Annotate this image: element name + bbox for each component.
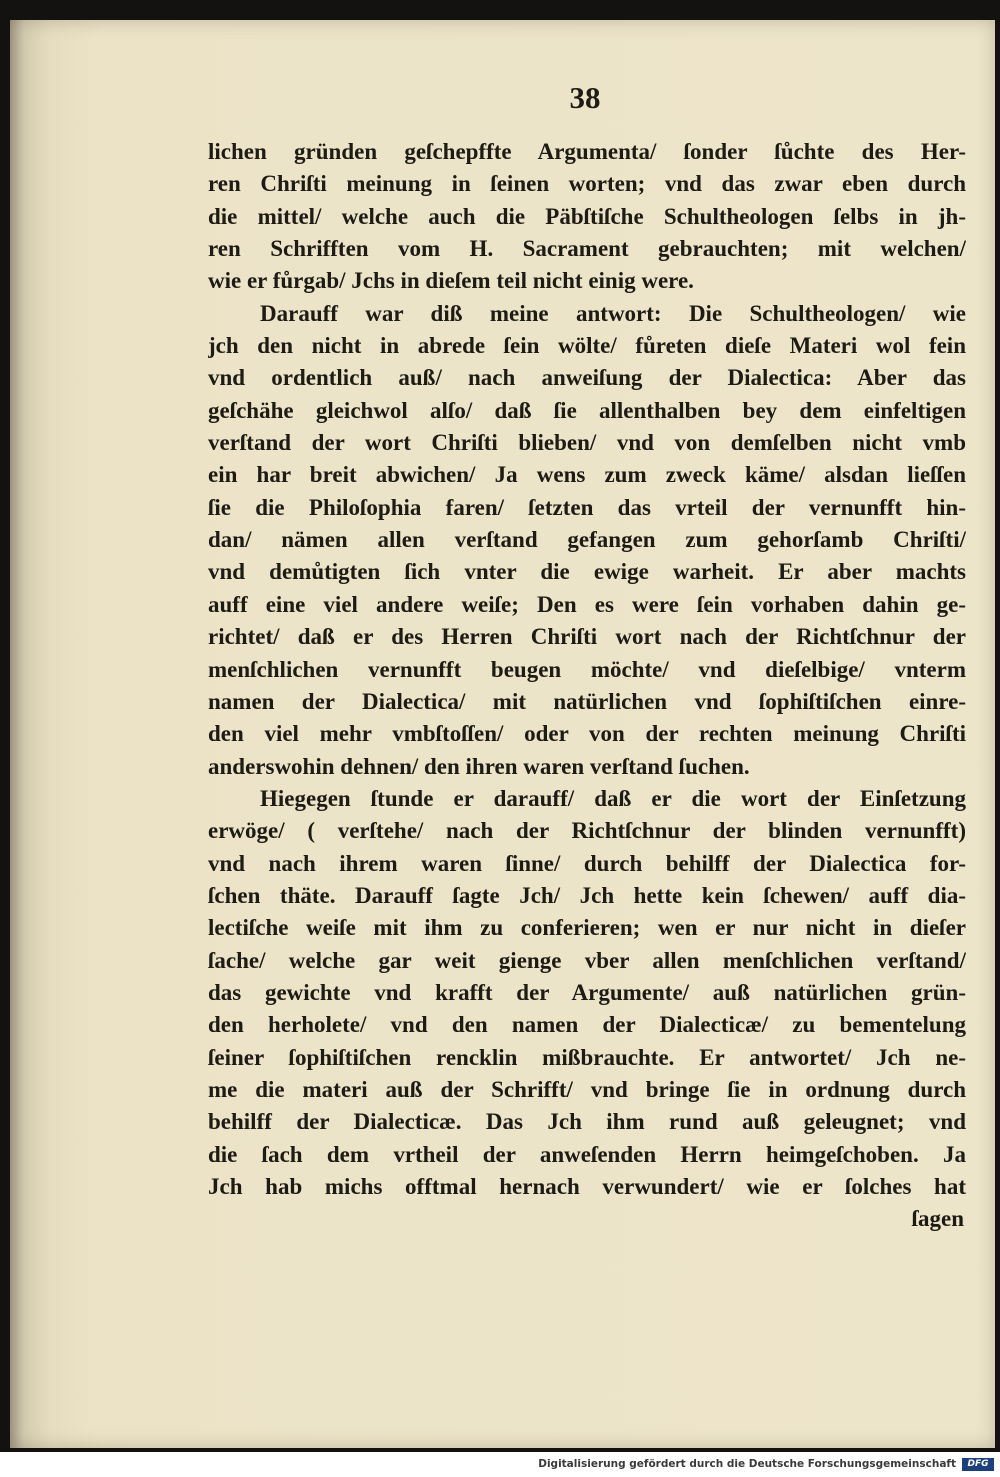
text-line: me die materi auß der Schrifft/ vnd bringe ſie in ordnung durch [208, 1076, 966, 1102]
text-line: erwöge/ ( verſtehe/ nach der Richtſchnur der blinden vernunfft) [208, 818, 966, 844]
text-line: behilff der Dialecticæ. Das Jch ihm rund auß geleugnet; vnd [208, 1109, 966, 1135]
text-line: ſchen thäte. Darauff ſagte Jch/ Jch hette kein ſchewen/ auff dia- [208, 882, 966, 908]
funding-credit: Digitalisierung gefördert durch die Deutsche Forschungsgemeinschaft [538, 1458, 956, 1470]
text-line: auff eine viel andere weiſe; Den es were ſein vorhaben dahin ge- [208, 591, 966, 617]
text-line: ein har breit abwichen/ Ja wens zum zweck käme/ alsdan lieſſen [208, 462, 966, 488]
text-line: den viel mehr vmbſtoſſen/ oder von der rechten meinung Chriſti [208, 721, 966, 747]
text-line: ſie die Philoſophia faren/ ſetzten das vrteil der vernunfft hin- [208, 494, 966, 520]
text-line: vnd nach ihrem waren ſinne/ durch behilff der Dialectica for- [208, 850, 966, 876]
text-line: Jch hab michs offtmal hernach verwundert/ wie er ſolches hat [208, 1174, 966, 1199]
text-line: richtet/ daß er des Herren Chriſti wort nach der Richtſchnur der [208, 624, 966, 650]
text-line: anderswohin dehnen/ den ihren waren verſtand ſuchen. [208, 753, 750, 779]
dfg-logo: DFG [962, 1458, 994, 1471]
text-line: wie er fůrgab/ Jchs in dieſem teil nicht einig were. [208, 268, 694, 294]
text-line: die mittel/ welche auch die Päbſtiſche Schultheologen ſelbs in jh- [208, 203, 966, 229]
text-line: dan/ nämen allen verſtand gefangen zum gehorſamb Chriſti/ [208, 527, 966, 553]
text-line: lectiſche weiſe mit ihm zu conferieren; wen er nur nicht in dieſer [208, 915, 966, 941]
text-line: Hiegegen ſtunde er darauff/ daß er die wort der Einſetzung [260, 785, 966, 811]
text-line: ren Chriſti meinung in ſeinen worten; vnd das zwar eben durch [208, 171, 966, 197]
text-line: ſeiner ſophiſtiſchen rencklin mißbrauchte. Er antwortet/ Jch ne- [208, 1044, 966, 1070]
text-line: das gewichte vnd krafft der Argumente/ auß natürlichen grün- [208, 979, 966, 1005]
text-line: menſchlichen vernunfft beugen möchte/ vnd dieſelbige/ vnterm [208, 656, 966, 682]
text-line: ren Schrifften vom H. Sacrament gebrauchten; mit welchen/ [208, 236, 966, 262]
page-body-text [208, 136, 966, 1236]
text-line: verſtand der wort Chriſti blieben/ vnd von demſelben nicht vmb [208, 430, 966, 456]
text-line: ſache/ welche gar weit gienge vber allen menſchlichen verſtand/ [208, 947, 966, 973]
text-line: namen der Dialectica/ mit natürlichen vnd ſophiſtiſchen einre- [208, 688, 966, 714]
text-line: jch den nicht in abrede ſein wölte/ fůreten dieſe Materi wol fein [208, 333, 966, 359]
text-line: vnd ordentlich auß/ nach anweiſung der Dialectica: Aber das [208, 365, 966, 391]
text-line: lichen gründen geſchepffte Argumenta/ ſonder ſůchte des Her- [208, 139, 966, 164]
text-line: vnd demůtigten ſich vnter die ewige warheit. Er aber machts [208, 559, 966, 585]
digitization-footer [0, 1452, 1000, 1477]
text-line: geſchähe gleichwol alſo/ daß ſie allenthalben bey dem einfeltigen [208, 397, 966, 423]
text-line: den herholete/ vnd den namen der Dialecticæ/ zu bementelung [208, 1012, 966, 1038]
page-number: 38 [569, 80, 601, 115]
catchword: ſagen [911, 1206, 964, 1232]
text-line: die ſach dem vrtheil der anweſenden Herrn heimgeſchoben. Ja [208, 1141, 966, 1167]
text-line: Darauff war diß meine antwort: Die Schultheologen/ wie [260, 300, 966, 326]
